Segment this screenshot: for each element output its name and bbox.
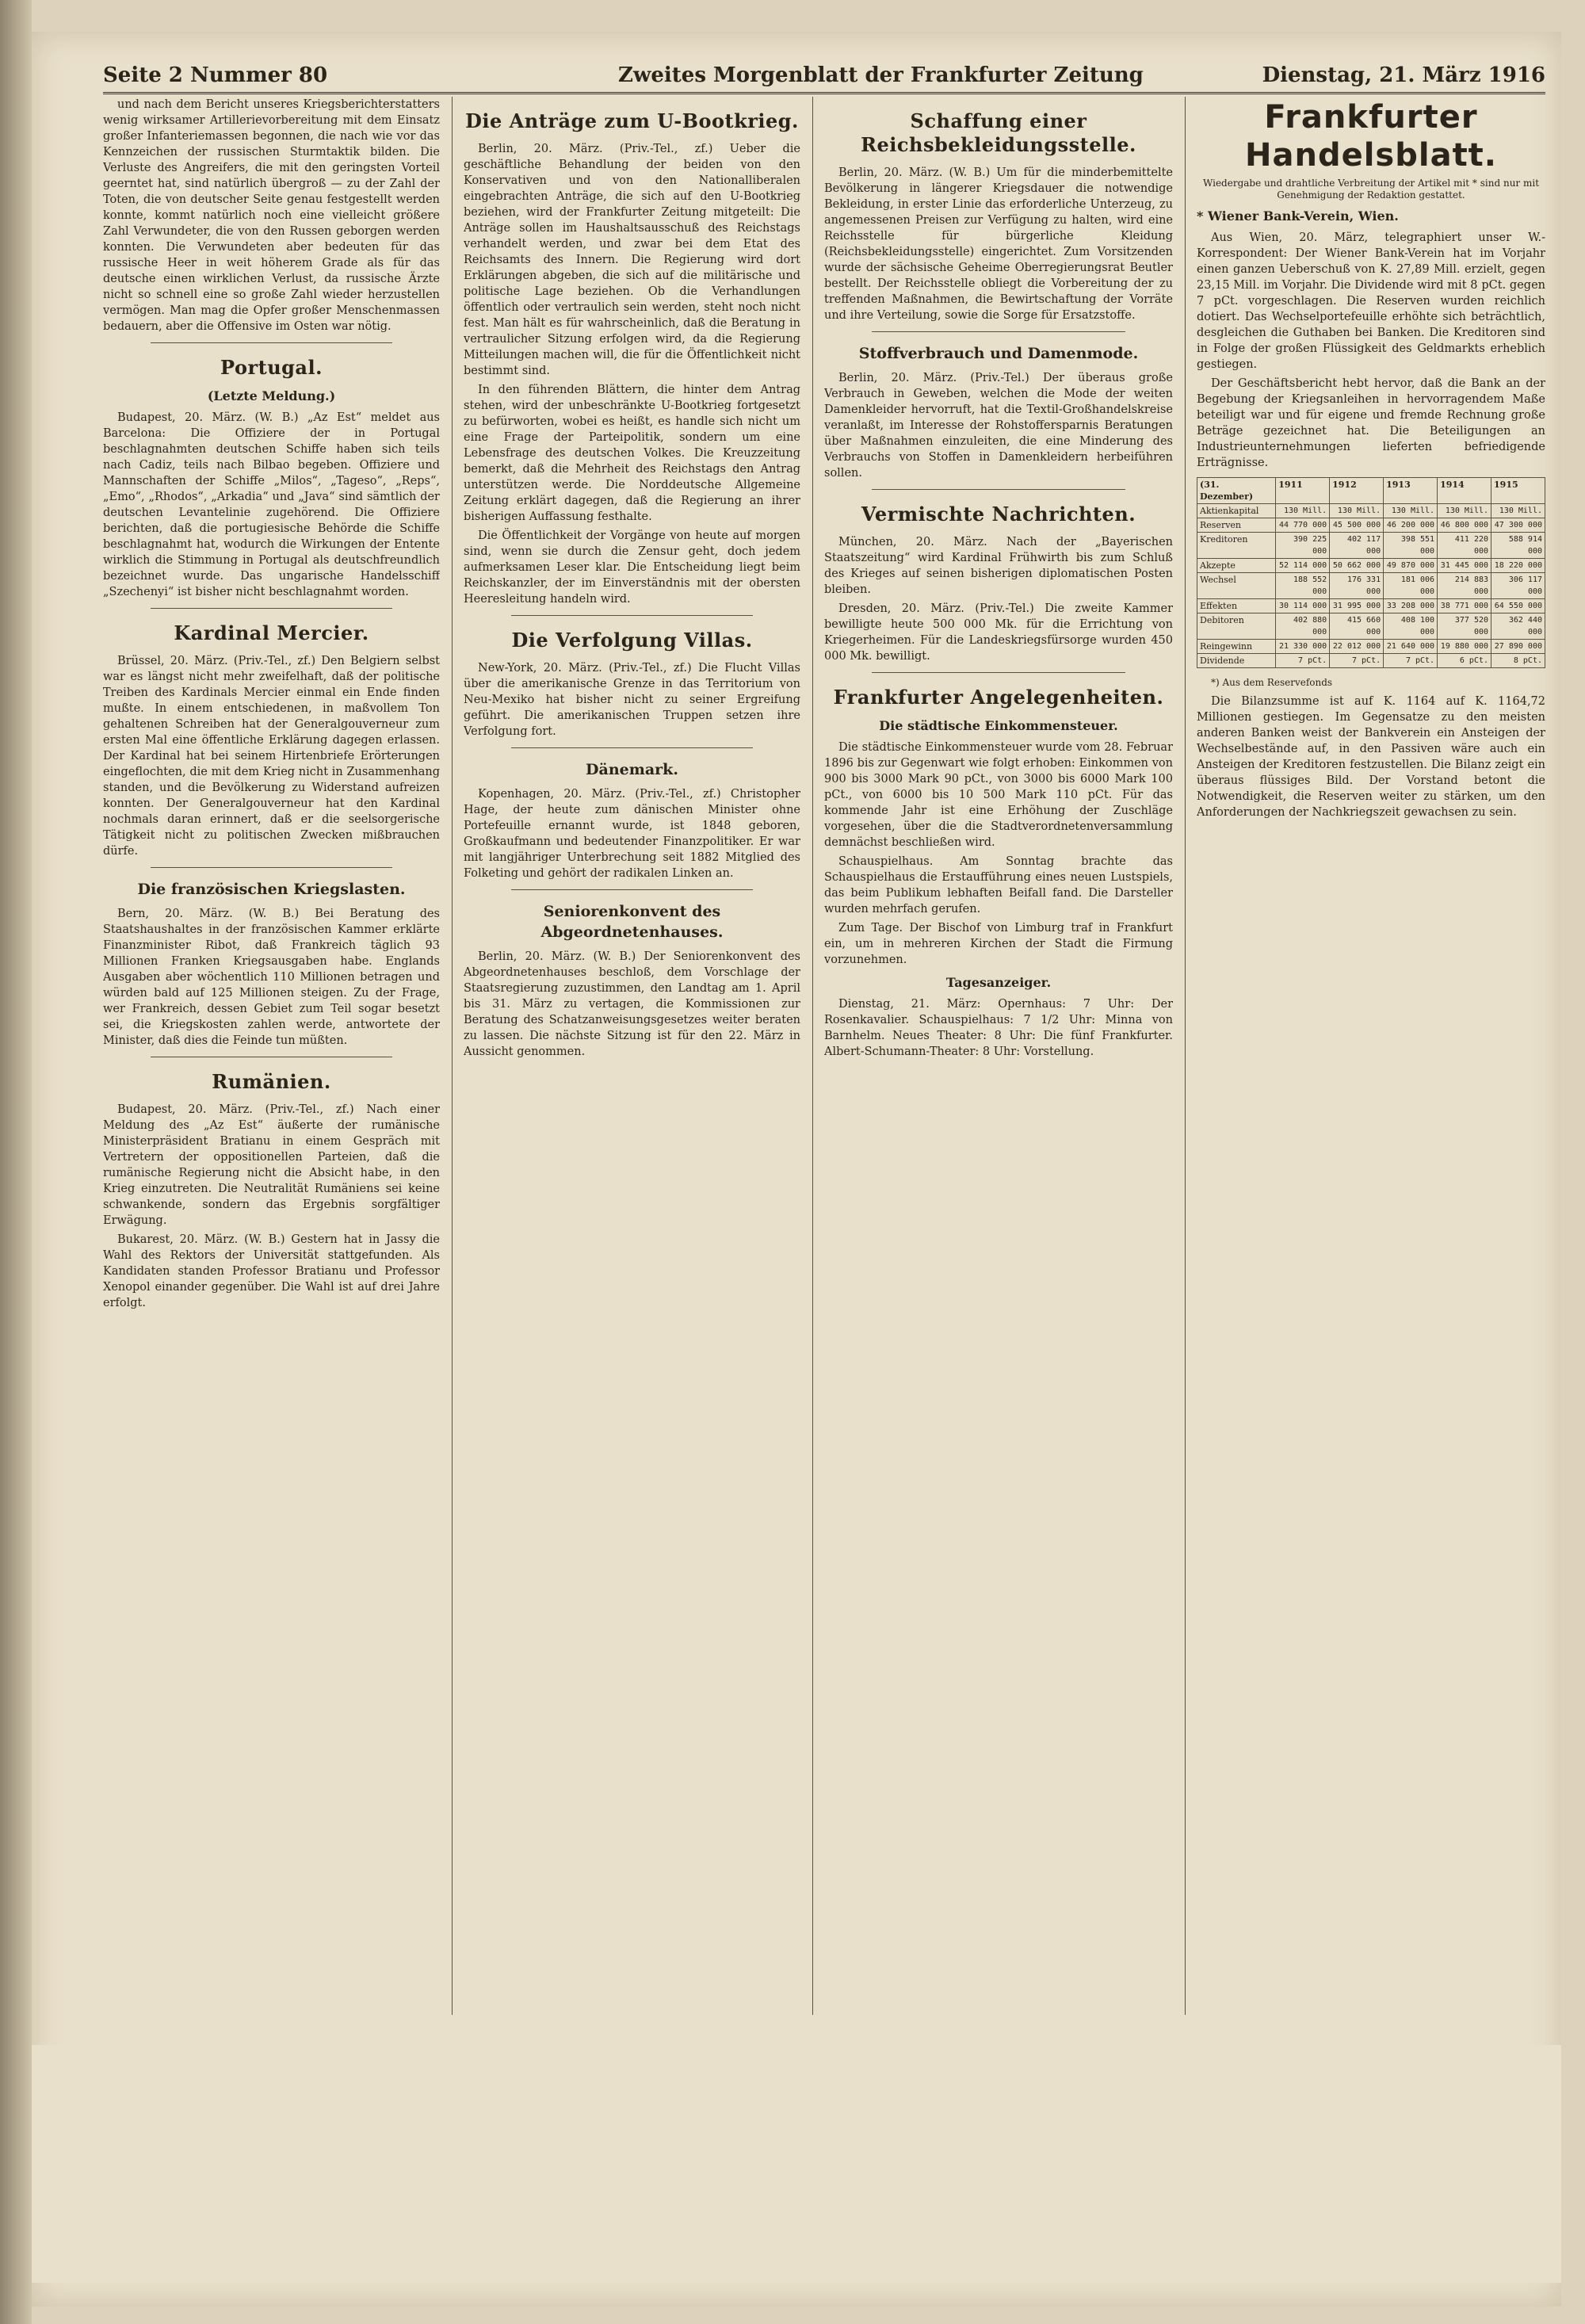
table-cell: 415 660 000 xyxy=(1330,613,1384,640)
table-row xyxy=(1197,573,1545,599)
article-intro: und nach dem Bericht unseres Kriegsberichterstatters wenig wirksamer Artillerievorbereitung mit dem Einsatz großer Infanteriemassen begonnen, die nach wie vor das Kennzeichen der russischen Sturmtaktik bilden. Die Verluste des Angreifers, die mit den geringsten Vorteil geerntet hat, sind natürlich übergroß — zu der Zahl der Toten, die von deutscher Seite genau festgestellt werden konnte, kommt natürlich noch eine vielleicht größere Zahl Verwundeter, die von den Russen geborgen werden konnten. Die Verwundeten aber bedeuten für das russische Heer in weit höherem Grade als für das deutsche einen wirklichen Verlust, da russische Ärzte nicht so schnell eine so große Zahl wieder herzustellen vermögen. Man mag die Opfer großer Menschenmassen bedauern, aber die Offensive im Osten war nötig. xyxy=(103,98,440,333)
table-cell: 33 208 000 xyxy=(1384,599,1438,613)
table-row xyxy=(1197,504,1545,518)
table-cell: 49 870 000 xyxy=(1384,559,1438,573)
table-cell: 47 300 000 xyxy=(1491,518,1545,533)
heading-portugal: Portugal. xyxy=(220,356,323,379)
table-cell: 588 914 000 xyxy=(1491,533,1545,559)
balance-table xyxy=(1197,477,1545,668)
article-daenemark: Kopenhagen, 20. März. (Priv.-Tel., zf.) Christopher Hage, der heute zum dänischen Minister ohne Portefeuille ernannt wurde, ist 1848 geboren, Großkaufmann und bedeutender Finanzpolitiker. Er war mit langjähriger Unterbrechung seit 1882 Mitglied des Folketing und gehört der radikalen Linken an. xyxy=(464,788,800,880)
article-rumaenien-2: Bukarest, 20. März. (W. B.) Gestern hat in Jassy die Wahl des Rektors der Universität stattgefunden. Als Kandidaten standen Professor Bratianu und Professor Xenopol einander gegenüber. Die Wahl ist auf drei Jahre erfolgt. xyxy=(103,1233,440,1309)
table-cell: 402 880 000 xyxy=(1276,613,1330,640)
heading-vermischtes: Vermischte Nachrichten. xyxy=(861,503,1136,526)
table-cell: 7 pCt. xyxy=(1276,654,1330,668)
article-einkommensteuer: Die städtische Einkommensteuer wurde vom 28. Februar 1896 bis zur Gegenwart wie folgt erhoben: Einkommen von 900 bis 3000 Mark 90 pCt., von 3000 bis 6000 Mark 100 pCt., von 6000 bis 10 500 Mark 110 pCt. Für das kommende Jahr ist eine Erhöhung der Zuschläge vorgesehen, über die die Stadtverordnetenversammlung demnächst beschließen wird. xyxy=(824,741,1173,849)
heading-mercier: Kardinal Mercier. xyxy=(174,621,369,644)
table-cell: 7 pCt. xyxy=(1330,654,1384,668)
handelsblatt-title: Frankfurter Handelsblatt. xyxy=(1245,99,1497,174)
table-row xyxy=(1197,654,1545,668)
table-row xyxy=(1197,613,1545,640)
table-row xyxy=(1197,599,1545,613)
handelsblatt-subtitle: Wiedergabe und drahtliche Verbreitung der Artikel mit * sind nur mit Genehmigung der Redaktion gestattet. xyxy=(1202,178,1540,201)
table-cell: 30 114 000 xyxy=(1276,599,1330,613)
header-date: Dienstag, 21. März 1916 xyxy=(1262,63,1545,87)
heading-wiener-bankverein: * Wiener Bank-Verein, Wien. xyxy=(1197,208,1399,224)
column-3 xyxy=(824,97,1173,2039)
table-cell: 8 pCt. xyxy=(1491,654,1545,668)
heading-reichsbekleidung: Schaffung einer Reichsbekleidungsstelle. xyxy=(861,109,1136,156)
article-stoffverbrauch: Berlin, 20. März. (Priv.-Tel.) Der überaus große Verbrauch in Geweben, welchen die Mode der weiten Damenkleider hervorruft, hat die Textil-Großhandelskreise veranlaßt, im Interesse der Rohstoffersparnis Beratungen über Maßnahmen einzuleiten, die eine Minderung des Verbrauchs von Stoffen in Damenkleidern herbeiführen sollen. xyxy=(824,372,1173,480)
article-zum-tage: Zum Tage. Der Bischof von Limburg traf in Frankfurt ein, um in mehreren Kirchen der Stadt die Firmung vorzunehmen. xyxy=(824,922,1173,966)
table-row-label: Aktienkapital xyxy=(1197,504,1276,518)
column-rule xyxy=(1185,97,1186,2015)
article-kriegslasten: Bern, 20. März. (W. B.) Bei Beratung des Staatshaushaltes in der französischen Kammer erklärte Finanzminister Ribot, daß Frankreich täglich 93 Millionen Franken Kriegsausgaben habe. Englands Ausgaben aber wöchentlich 110 Millionen betragen und würden bald auf 125 Millionen steigen. Zu der Frage, wer Frankreich, dessen Gebiet zum Teil sogar besetzt sei, die Kriegskosten zahlen werde, antwortete der Minister, daß dies die Feinde tun müßten. xyxy=(103,908,440,1047)
article-wiener-bankverein-2: Der Geschäftsbericht hebt hervor, daß die Bank an der Begebung der Kriegsanleihen in hervorragendem Maße beteiligt war und für eigene und fremde Rechnung große Beträge gezeichnet hat. Die Beteiligungen an Industrieunternehmungen lieferten befriedigende Erträgnisse. xyxy=(1197,377,1545,469)
table-cell: 130 Mill. xyxy=(1384,504,1438,518)
heading-daenemark: Dänemark. xyxy=(586,761,678,778)
header-page-number: Seite 2 Nummer 80 xyxy=(103,63,328,87)
heading-einkommensteuer: Die städtische Einkommensteuer. xyxy=(879,718,1118,733)
table-year: 1914 xyxy=(1438,478,1491,504)
table-cell: 411 220 000 xyxy=(1438,533,1491,559)
divider xyxy=(511,889,753,890)
table-row-label: Debitoren xyxy=(1197,613,1276,640)
table-cell: 130 Mill. xyxy=(1438,504,1491,518)
table-row-label: Kreditoren xyxy=(1197,533,1276,559)
table-cell: 362 440 000 xyxy=(1491,613,1545,640)
table-header-row xyxy=(1197,478,1545,504)
table-cell: 21 640 000 xyxy=(1384,640,1438,654)
article-senioren: Berlin, 20. März. (W. B.) Der Seniorenkonvent des Abgeordnetenhauses beschloß, dem Vorschlage der Staatsregierung zuzustimmen, den Landtag am 1. April bis 31. März zu vertagen, die Kommissionen zur Beratung des Schatzanweisungsgesetzes weiter beraten zu lassen. Die nächste Sitzung ist für den 22. März in Aussicht genommen. xyxy=(464,950,800,1058)
article-mercier: Brüssel, 20. März. (Priv.-Tel., zf.) Den Belgiern selbst war es längst nicht mehr zweifelhaft, daß der politische Treiben des Kardinals Mercier einmal ein Ende finden mußte. In einem entschiedenen, in maßvollem Ton gehaltenen Schreiben hat der Generalgouverneur zum ersten Mal eine öffentliche Erklärung dagegen erlassen. Der Kardinal hat bei seinem Hirtenbriefe Erörterungen eingeflochten, die mit dem Krieg nicht in Zusammenhang standen, und die Bevölkerung zu Widerstand aufreizen konnten. Der Generalgouverneur hat den Kardinal nochmals daran erinnert, daß er die seelsorgerische Tätigkeit nicht zu politischen Zwecken mißbrauchen dürfe. xyxy=(103,655,440,858)
table-cell: 38 771 000 xyxy=(1438,599,1491,613)
divider xyxy=(872,331,1125,332)
table-cell: 130 Mill. xyxy=(1330,504,1384,518)
table-year: 1913 xyxy=(1384,478,1438,504)
page-header xyxy=(103,62,1545,94)
table-row-label: Effekten xyxy=(1197,599,1276,613)
column-rule xyxy=(452,97,453,2015)
article-antraege-2: In den führenden Blättern, die hinter dem Antrag stehen, wird der unbeschränkte U-Bootkrieg fortgesetzt zu befürworten, wobei es heißt, es handle sich nicht um eine Frage der Parteipolitik, sondern um eine Lebensfrage des deutschen Volkes. Die Kreuzzeitung bemerkt, daß die Mehrheit des Reichstags den Antrag unterstützen werde. Die Norddeutsche Allgemeine Zeitung erklärt dagegen, daß die Regierung an ihrer bisherigen Auffassung festhalte. xyxy=(464,384,800,523)
table-cell: 306 117 000 xyxy=(1491,573,1545,599)
table-cell: 408 100 000 xyxy=(1384,613,1438,640)
table-row-label: Wechsel xyxy=(1197,573,1276,599)
table-cell: 188 552 000 xyxy=(1276,573,1330,599)
table-row xyxy=(1197,559,1545,573)
table-cell: 46 800 000 xyxy=(1438,518,1491,533)
table-row-label: Reingewinn xyxy=(1197,640,1276,654)
divider xyxy=(151,342,392,343)
column-rule xyxy=(812,97,813,2015)
table-cell: 377 520 000 xyxy=(1438,613,1491,640)
table-cell: 390 225 000 xyxy=(1276,533,1330,559)
table-cell: 52 114 000 xyxy=(1276,559,1330,573)
article-bilanz: Die Bilanzsumme ist auf K. 1164 auf K. 1164,72 Millionen gestiegen. Im Gegensatze zu den meisten anderen Banken weist der Bankverein ein Ansteigen der Wechselbestände auf, in den Passiven wäre auch ein Ansteigen der Kreditoren festzustellen. Die Bilanz zeigt ein überaus flüssiges Bild. Der Vorstand betont die Notwendigkeit, die Reserven weiter zu stärken, um den Anforderungen der Nachkriegszeit gewachsen zu sein. xyxy=(1197,695,1545,819)
heading-stoffverbrauch: Stoffverbrauch und Damenmode. xyxy=(858,345,1139,362)
heading-antraege: Die Anträge zum U-Bootkrieg. xyxy=(465,109,799,132)
article-tagesanzeiger: Dienstag, 21. März: Opernhaus: 7 Uhr: Der Rosenkavalier. Schauspielhaus: 7 1/2 Uhr: Minna von Barnhelm. Neues Theater: 8 Uhr: Die fünf Frankfurter. Albert-Schumann-Theater: 8 Uhr: Vorstellung. xyxy=(824,998,1173,1058)
table-cell: 130 Mill. xyxy=(1491,504,1545,518)
divider xyxy=(511,747,753,748)
divider xyxy=(511,615,753,616)
table-year: 1915 xyxy=(1491,478,1545,504)
article-antraege: Berlin, 20. März. (Priv.-Tel., zf.) Ueber die geschäftliche Behandlung der beiden von den Konservativen und von den Nationalliberalen eingebrachten Anträge, die sich auf den U-Bootkrieg beziehen, wird der Frankfurter Zeitung mitgeteilt: Die Anträge sollen im Haushaltsausschuß des Reichstags verhandelt werden, und zwar bei dem Etat des Reichsamts des Innern. Die Regierung wird dort Erklärungen abgeben, die sich auf die militärische und politische Lage beziehen. Ob die Verhandlungen öffentlich oder vertraulich sein werden, steht noch nicht fest. Man hält es für wahrscheinlich, daß die Beratung in vertraulicher Sitzung erfolgen wird, da die Regierung Mitteilungen machen will, die für die Öffentlichkeit nicht bestimmt sind. xyxy=(464,143,800,377)
table-cell: 130 Mill. xyxy=(1276,504,1330,518)
table-cell: 21 330 000 xyxy=(1276,640,1330,654)
table-row xyxy=(1197,640,1545,654)
table-year: 1912 xyxy=(1330,478,1384,504)
table-cell: 398 551 000 xyxy=(1384,533,1438,559)
article-theater: Schauspielhaus. Am Sonntag brachte das Schauspielhaus die Erstaufführung eines neuen Lustspiels, das beim Publikum lebhaften Beifall fand. Die Darsteller wurden mehrfach gerufen. xyxy=(824,855,1173,915)
table-cell: 181 006 000 xyxy=(1384,573,1438,599)
heading-kriegslasten: Die französischen Kriegslasten. xyxy=(137,881,406,898)
divider xyxy=(872,489,1125,490)
table-footnote: *) Aus dem Reservefonds xyxy=(1211,677,1333,688)
article-vermischtes: München, 20. März. Nach der „Bayerischen Staatszeitung“ wird Kardinal Frühwirth bis zum Schluß des Krieges auf seinen bisherigen diplomatischen Posten bleiben. xyxy=(824,536,1173,596)
table-row-label: Reserven xyxy=(1197,518,1276,533)
table-cell: 45 500 000 xyxy=(1330,518,1384,533)
column-2 xyxy=(464,97,800,2039)
header-newspaper-name: Zweites Morgenblatt der Frankfurter Zeitung xyxy=(618,63,1144,87)
table-cell: 44 770 000 xyxy=(1276,518,1330,533)
table-row xyxy=(1197,518,1545,533)
table-body xyxy=(1197,504,1545,668)
table-row xyxy=(1197,533,1545,559)
table-cell: 22 012 000 xyxy=(1330,640,1384,654)
article-reichsbekleidung: Berlin, 20. März. (W. B.) Um für die minderbemittelte Bevölkerung in längerer Kriegsdauer die notwendige Bekleidung, in erster Linie das erforderliche Unterzeug, zu angemessenen Preisen zur Verfügung zu halten, wird eine Reichsstelle für bürgerliche Kleidung (Reichsbekleidungsstelle) eingerichtet. Zum Vorsitzenden wurde der sächsische Geheime Oberregierungsrat Beutler bestellt. Der Reichsstelle obliegt die Vorbereitung der zu treffenden Maßnahmen, die Bewirtschaftung der Vorräte und ihre Verteilung, sowie die Sorge für Ersatzstoffe. xyxy=(824,166,1173,322)
article-antraege-3: Die Öffentlichkeit der Vorgänge von heute auf morgen sind, wenn sie durch die Zensur geht, doch jedem aufmerksamen Leser klar. Die Entscheidung liegt beim Reichskanzler, der im Einverständnis mit der obersten Heeresleitung handeln wird. xyxy=(464,529,800,606)
table-caption: (31. Dezember) xyxy=(1197,478,1276,504)
table-cell: 18 220 000 xyxy=(1491,559,1545,573)
heading-senioren: Seniorenkonvent des Abgeordnetenhauses. xyxy=(540,903,724,941)
article-vermischtes-2: Dresden, 20. März. (Priv.-Tel.) Die zweite Kammer bewilligte heute 500 000 Mk. für die Errichtung von Kriegerheimen. Für die Landeskriegsfürsorge wurden 450 000 Mk. bewilligt. xyxy=(824,602,1173,663)
table-cell: 19 880 000 xyxy=(1438,640,1491,654)
table-cell: 7 pCt. xyxy=(1384,654,1438,668)
divider xyxy=(151,867,392,868)
book-binding-shadow xyxy=(0,0,32,2324)
column-4 xyxy=(1197,97,1545,2039)
heading-frankfurter: Frankfurter Angelegenheiten. xyxy=(833,686,1164,709)
page-bottom-margin xyxy=(32,2045,1561,2283)
article-villa: New-York, 20. März. (Priv.-Tel., zf.) Die Flucht Villas über die amerikanische Grenze in das Territorium von Neu-Mexiko hat bisher nicht zu seiner Ergreifung geführt. Die amerikanischen Truppen setzen ihre Verfolgung fort. xyxy=(464,662,800,738)
table-cell: 176 331 000 xyxy=(1330,573,1384,599)
table-row-label: Dividende xyxy=(1197,654,1276,668)
divider xyxy=(151,608,392,609)
table-cell: 27 890 000 xyxy=(1491,640,1545,654)
table-cell: 64 550 000 xyxy=(1491,599,1545,613)
table-cell: 6 pCt. xyxy=(1438,654,1491,668)
table-cell: 46 200 000 xyxy=(1384,518,1438,533)
article-rumaenien: Budapest, 20. März. (Priv.-Tel., zf.) Nach einer Meldung des „Az Est“ äußerte der rumänische Ministerpräsident Bratianu in einem Gespräch mit Vertretern der oppositionellen Parteien, daß die rumänische Regierung nicht die Absicht habe, in den Krieg einzutreten. Die Neutralität Rumäniens sei keine schwankende, sondern das Ergebnis sorgfältiger Erwägung. xyxy=(103,1103,440,1227)
table-cell: 31 445 000 xyxy=(1438,559,1491,573)
heading-tagesanzeiger: Tagesanzeiger. xyxy=(945,975,1052,990)
table-cell: 214 883 000 xyxy=(1438,573,1491,599)
heading-rumaenien: Rumänien. xyxy=(212,1070,331,1093)
table-cell: 402 117 000 xyxy=(1330,533,1384,559)
divider xyxy=(872,672,1125,673)
table-year: 1911 xyxy=(1276,478,1330,504)
table-cell: 50 662 000 xyxy=(1330,559,1384,573)
article-portugal: Budapest, 20. März. (W. B.) „Az Est“ meldet aus Barcelona: Die Offiziere der in Portugal beschlagnahmten deutschen Schiffe haben sich teils nach Cadiz, teils nach Bilbao begeben. Offiziere und Mannschaften der Schiffe „Milos“, „Tageso“, „Reps“, „Emo“, „Rhodos“, „Arkadia“ und „Java“ sind sämtlich der deutschen Levantelinie zugehörend. Die Offiziere berichten, daß die portugiesische Behörde die Schiffe beschlagnahmt hat, wodurch die Wirkungen der Entente wirklich die Stimmung in Portugal als deutschfreundlich bezeichnet wurde. Das ungarische Handelsschiff „Szechenyi“ ist bisher nicht beschlagnahmt worden. xyxy=(103,411,440,598)
subheading-portugal: (Letzte Meldung.) xyxy=(207,388,336,403)
heading-villa: Die Verfolgung Villas. xyxy=(511,629,753,652)
column-1 xyxy=(103,97,440,2039)
table-row-label: Akzepte xyxy=(1197,559,1276,573)
article-wiener-bankverein: Aus Wien, 20. März, telegraphiert unser W.-Korrespondent: Der Wiener Bank-Verein hat im Vorjahr einen ganzen Ueberschuß von K. 27,89 Mill. erzielt, gegen 23,15 Mill. im Vorjahr. Die Dividende wird mit 8 pCt. gegen 7 pCt. vorgeschlagen. Die Reserven wurden reichlich dotiert. Das Wechselportefeuille erhöhte sich beträchtlich, desgleichen die Guthaben bei Banken. Die Kreditoren sind in Folge der großen Flüssigkeit des Geldmarkts erheblich gestiegen. xyxy=(1197,231,1545,371)
table-cell: 31 995 000 xyxy=(1330,599,1384,613)
